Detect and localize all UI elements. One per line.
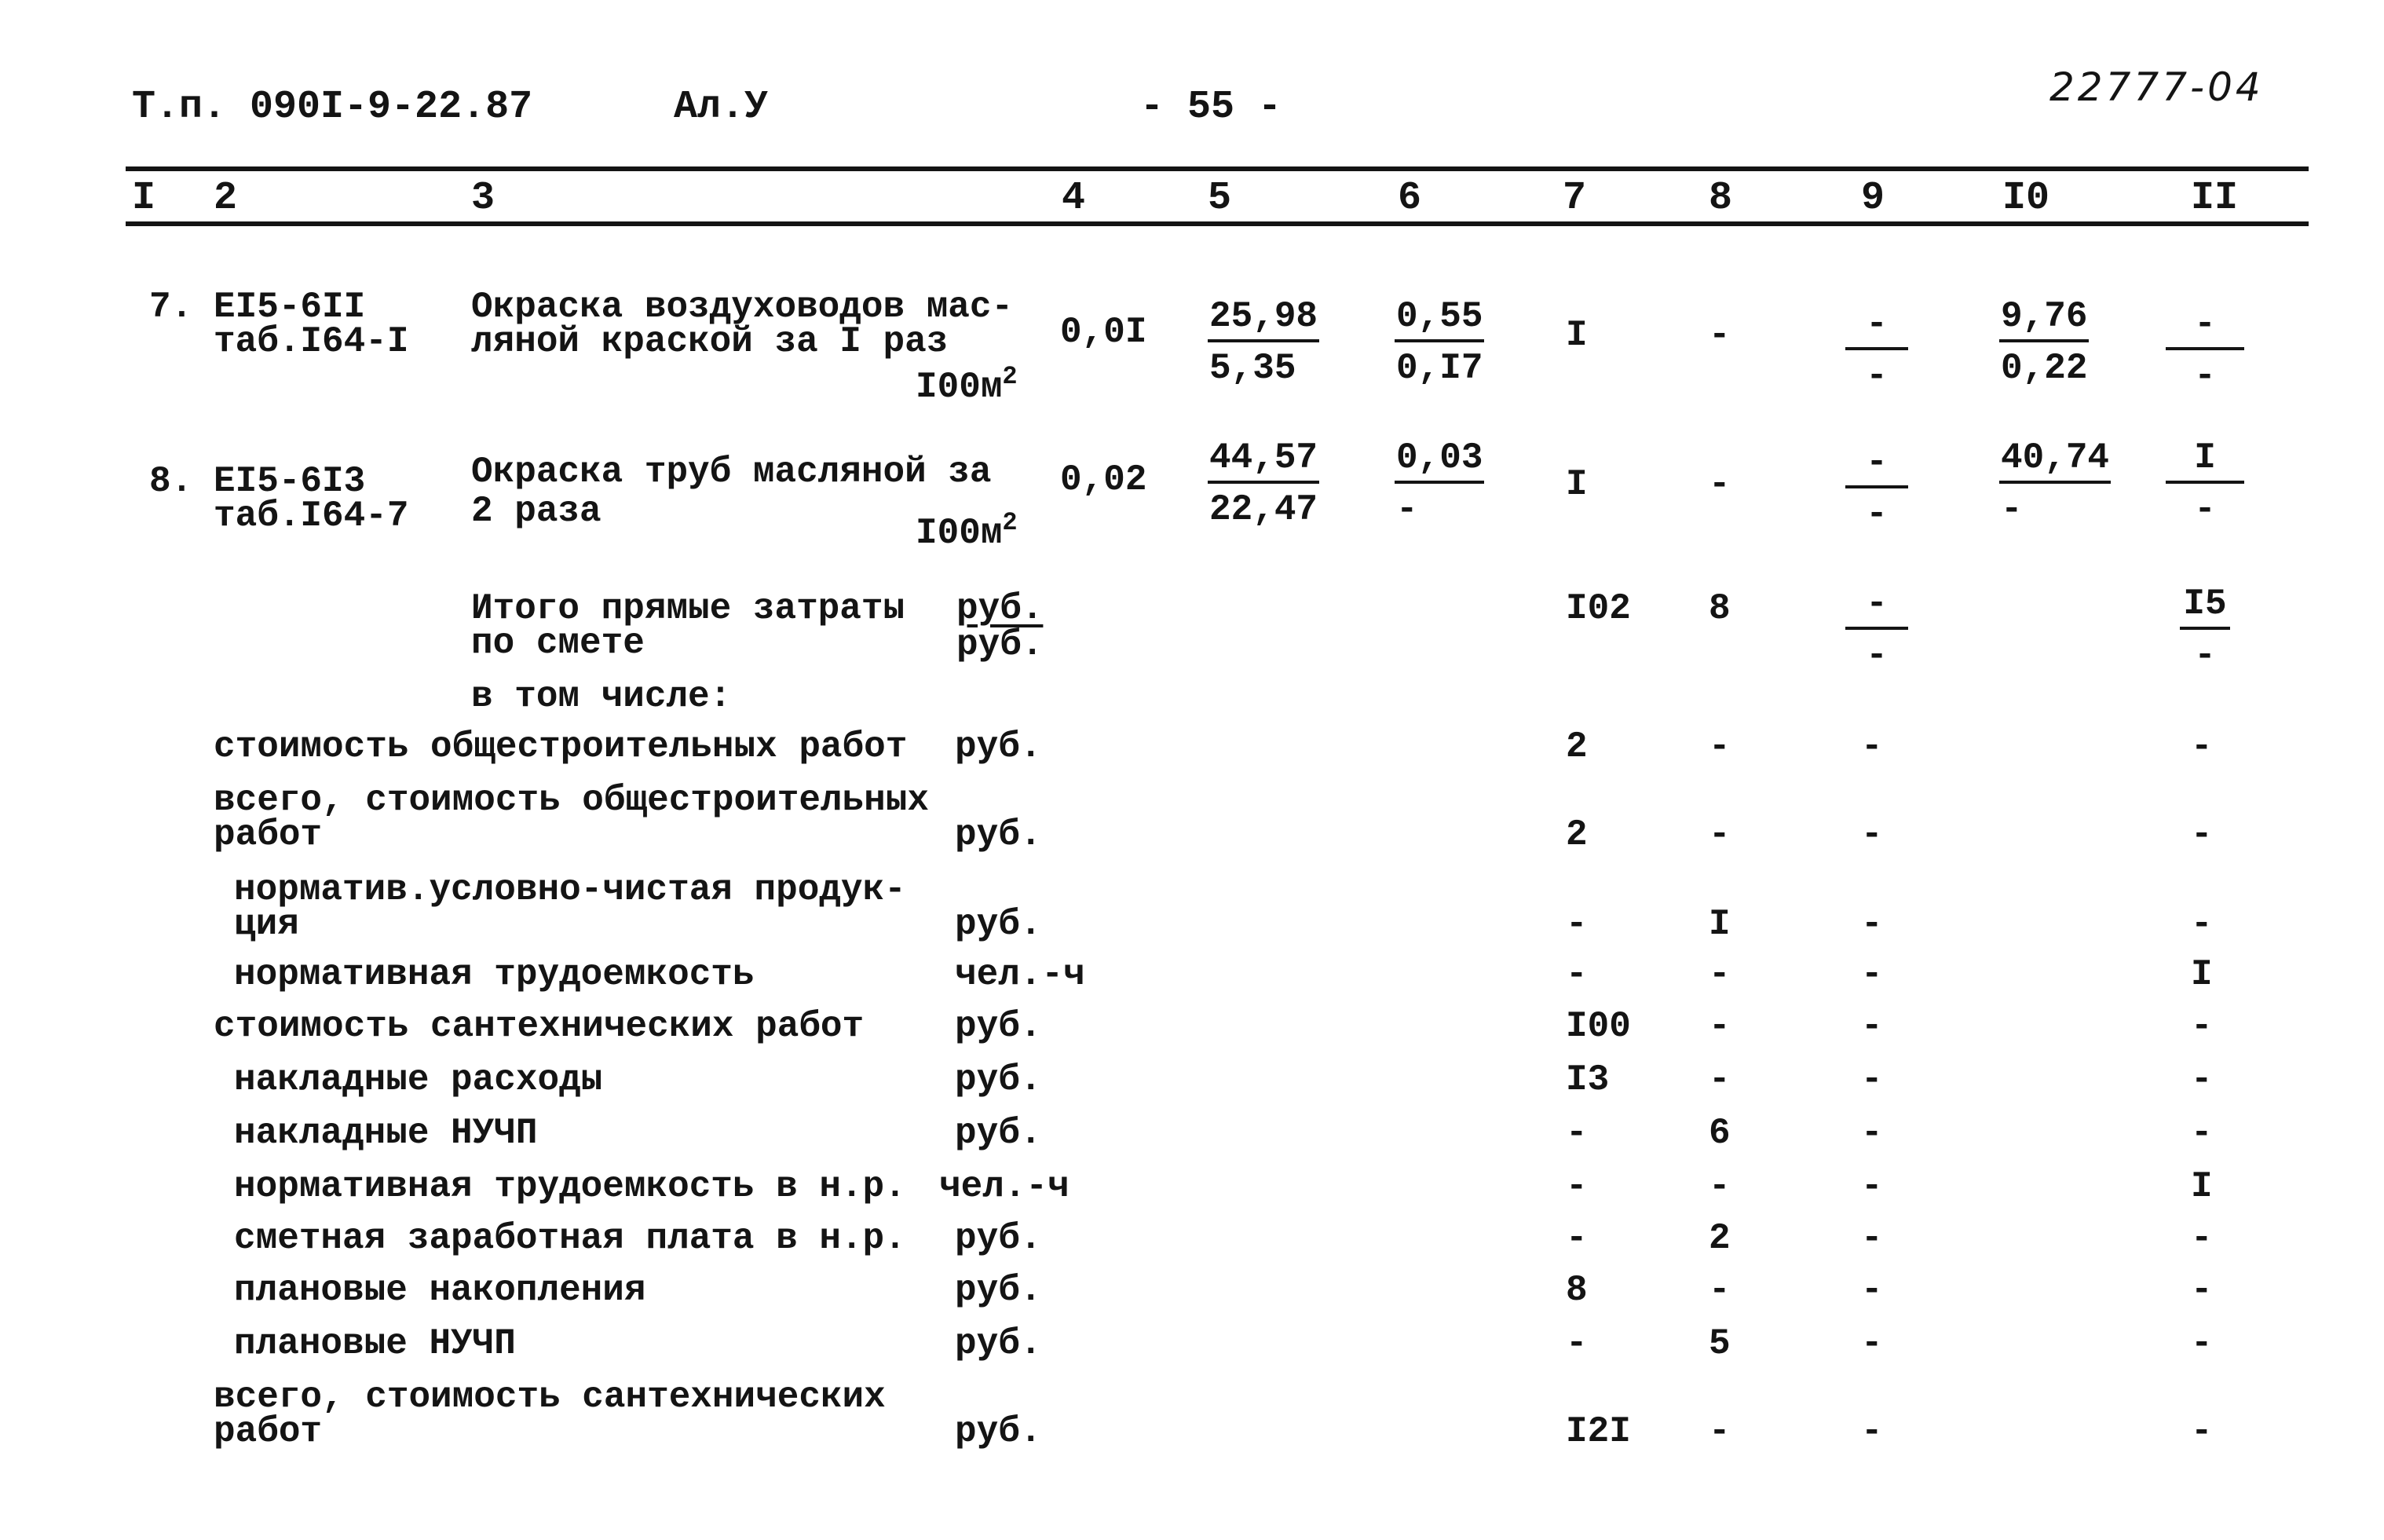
column-number: 5 xyxy=(1208,176,1232,221)
breakdown-c7: 2 xyxy=(1566,726,1588,767)
album-label: Ал.У xyxy=(674,85,769,130)
item-code: EI5-6I3 xyxy=(214,461,366,502)
breakdown-c7: I3 xyxy=(1566,1059,1610,1100)
breakdown-c7: - xyxy=(1566,954,1588,995)
column-number: II xyxy=(2191,176,2239,221)
document-reference: Т.п. 090I-9-22.87 xyxy=(132,85,533,130)
breakdown-label: норматив.условно-чистая продук- xyxy=(234,869,906,910)
column-number: 6 xyxy=(1398,176,1422,221)
breakdown-c11: I xyxy=(2191,1166,2213,1207)
item-quantity: 0,02 xyxy=(1060,459,1147,500)
breakdown-label: всего, стоимость общестроительных xyxy=(214,780,929,821)
breakdown-label: нормативная трудоемкость в н.р. xyxy=(234,1166,906,1207)
breakdown-c8: 2 xyxy=(1709,1218,1731,1259)
breakdown-label: работ xyxy=(214,814,323,855)
totals-c7: I02 xyxy=(1566,588,1631,629)
breakdown-c9: - xyxy=(1861,1113,1883,1154)
breakdown-c7: - xyxy=(1566,1113,1588,1154)
breakdown-c9: - xyxy=(1861,814,1883,855)
breakdown-c8: 6 xyxy=(1709,1113,1731,1154)
breakdown-label: всего, стоимость сантехнических xyxy=(214,1377,886,1417)
unit-cost-fraction: $\frac{25,98}{5,35}$ xyxy=(1209,296,1318,389)
breakdown-c7: - xyxy=(1566,904,1588,945)
item-description: Окраска труб масляной за xyxy=(471,452,992,492)
column-11-fraction: - - xyxy=(2166,306,2244,394)
salary-value: - xyxy=(1709,315,1731,356)
totals-c8: 8 xyxy=(1709,588,1731,629)
breakdown-c9: - xyxy=(1861,1411,1883,1452)
breakdown-c8: - xyxy=(1709,1166,1731,1207)
breakdown-unit: руб. xyxy=(955,1218,1042,1259)
breakdown-c11: I xyxy=(2191,954,2213,995)
breakdown-c8: - xyxy=(1709,726,1731,767)
breakdown-c11: - xyxy=(2191,814,2213,855)
totals-c9-fraction: - - xyxy=(1845,586,1908,674)
breakdown-c9: - xyxy=(1861,904,1883,945)
breakdown-c11: - xyxy=(2191,1059,2213,1100)
breakdown-label: ция xyxy=(234,904,299,945)
item-description: Окраска воздуховодов мас- xyxy=(471,287,1014,327)
breakdown-unit: руб. xyxy=(955,1411,1042,1452)
breakdown-unit: руб. xyxy=(955,1059,1042,1100)
breakdown-unit: руб. xyxy=(955,1323,1042,1364)
breakdown-c7: - xyxy=(1566,1166,1588,1207)
breakdown-c8: - xyxy=(1709,1411,1731,1452)
breakdown-c11: - xyxy=(2191,1006,2213,1047)
column-number: I0 xyxy=(2002,176,2050,221)
breakdown-c9: - xyxy=(1861,1006,1883,1047)
item-table-ref: таб.I64-7 xyxy=(214,496,409,536)
breakdown-unit: руб. xyxy=(955,904,1042,945)
unit-cost-fraction: $\frac{44,57}{22,47}$ xyxy=(1209,437,1318,530)
item-table-ref: таб.I64-I xyxy=(214,321,409,362)
breakdown-c7: - xyxy=(1566,1323,1588,1364)
breakdown-c11: - xyxy=(2191,726,2213,767)
breakdown-unit: руб. xyxy=(955,726,1042,767)
item-quantity: 0,0I xyxy=(1060,312,1147,353)
breakdown-label: стоимость общестроительных работ xyxy=(214,726,908,767)
column-number: 8 xyxy=(1709,176,1733,221)
breakdown-label: сметная заработная плата в н.р. xyxy=(234,1218,906,1259)
column-number: 4 xyxy=(1062,176,1086,221)
breakdown-unit: руб. xyxy=(955,1270,1042,1311)
breakdown-unit: чел.-ч xyxy=(939,1166,1070,1207)
total-cost-value: I xyxy=(1566,315,1588,356)
breakdown-c9: - xyxy=(1861,954,1883,995)
breakdown-label: накладные НУЧП xyxy=(234,1113,538,1154)
item-description: ляной краской за I раз xyxy=(471,321,949,362)
breakdown-c8: - xyxy=(1709,1270,1731,1311)
breakdown-unit: руб. xyxy=(955,814,1042,855)
breakdown-c9: - xyxy=(1861,1166,1883,1207)
item-number: 7. xyxy=(149,287,193,327)
breakdown-unit: руб. xyxy=(955,1006,1042,1047)
breakdown-c9: - xyxy=(1861,1270,1883,1311)
breakdown-c7: I00 xyxy=(1566,1006,1631,1047)
unit-cost-fraction: $\frac{0,55}{0,I7}$ xyxy=(1396,296,1483,389)
breakdown-label: накладные расходы xyxy=(234,1059,603,1100)
salary-value: - xyxy=(1709,464,1731,505)
breakdown-c7: - xyxy=(1566,1218,1588,1259)
breakdown-c11: - xyxy=(2191,1323,2213,1364)
breakdown-c8: I xyxy=(1709,904,1731,945)
breakdown-c7: I2I xyxy=(1566,1411,1631,1452)
column-number: 2 xyxy=(214,176,238,221)
item-code: EI5-6II xyxy=(214,287,366,327)
breakdown-label: стоимость сантехнических работ xyxy=(214,1006,865,1047)
breakdown-label: плановые НУЧП xyxy=(234,1323,516,1364)
totals-c11-fraction: I5 - xyxy=(2180,586,2230,674)
column-number: I xyxy=(132,176,156,221)
including-label: в том числе: xyxy=(471,676,732,717)
header-rule-top xyxy=(126,166,2309,171)
column-number: 3 xyxy=(471,176,495,221)
breakdown-c9: - xyxy=(1861,1218,1883,1259)
breakdown-c9: - xyxy=(1861,1323,1883,1364)
breakdown-c7: 8 xyxy=(1566,1270,1588,1311)
column-10-fraction: 40,74 - xyxy=(2001,437,2110,530)
totals-label: Итого прямые затраты xyxy=(471,588,905,629)
breakdown-c8: - xyxy=(1709,814,1731,855)
breakdown-label: нормативная трудоемкость xyxy=(234,954,755,995)
page-number: - 55 - xyxy=(1140,85,1282,130)
totals-label: по смете xyxy=(471,623,645,664)
column-number: 9 xyxy=(1861,176,1885,221)
breakdown-unit: руб. xyxy=(955,1113,1042,1154)
item-number: 8. xyxy=(149,461,193,502)
breakdown-label: плановые накопления xyxy=(234,1270,646,1311)
item-unit: $I00м^2$ xyxy=(916,508,1018,554)
breakdown-c11: - xyxy=(2191,904,2213,945)
breakdown-c11: - xyxy=(2191,1270,2213,1311)
breakdown-c11: - xyxy=(2191,1113,2213,1154)
header-rule-bottom xyxy=(126,221,2309,226)
breakdown-c7: 2 xyxy=(1566,814,1588,855)
breakdown-c8: 5 xyxy=(1709,1323,1731,1364)
breakdown-c8: - xyxy=(1709,1059,1731,1100)
handwritten-number: 22777-04 xyxy=(2049,64,2264,110)
column-11-fraction: I - xyxy=(2166,440,2244,528)
breakdown-c8: - xyxy=(1709,954,1731,995)
breakdown-c8: - xyxy=(1709,1006,1731,1047)
totals-unit: руб. xyxy=(956,588,1044,629)
item-unit: $I00м^2$ xyxy=(916,362,1018,408)
column-number: 7 xyxy=(1563,176,1587,221)
breakdown-c11: - xyxy=(2191,1411,2213,1452)
breakdown-c11: - xyxy=(2191,1218,2213,1259)
breakdown-label: работ xyxy=(214,1411,323,1452)
breakdown-c9: - xyxy=(1861,726,1883,767)
total-cost-value: I xyxy=(1566,464,1588,505)
column-9-fraction: - - xyxy=(1845,306,1908,394)
item-description: 2 раза xyxy=(471,491,601,532)
column-10-fraction: $\frac{9,76}{0,22}$ xyxy=(2001,296,2088,389)
unit-cost-fraction: 0,03 - xyxy=(1396,437,1483,530)
breakdown-unit: чел.-ч xyxy=(955,954,1085,995)
totals-unit: руб. xyxy=(956,624,1044,665)
breakdown-c9: - xyxy=(1861,1059,1883,1100)
column-9-fraction: - - xyxy=(1845,444,1908,532)
